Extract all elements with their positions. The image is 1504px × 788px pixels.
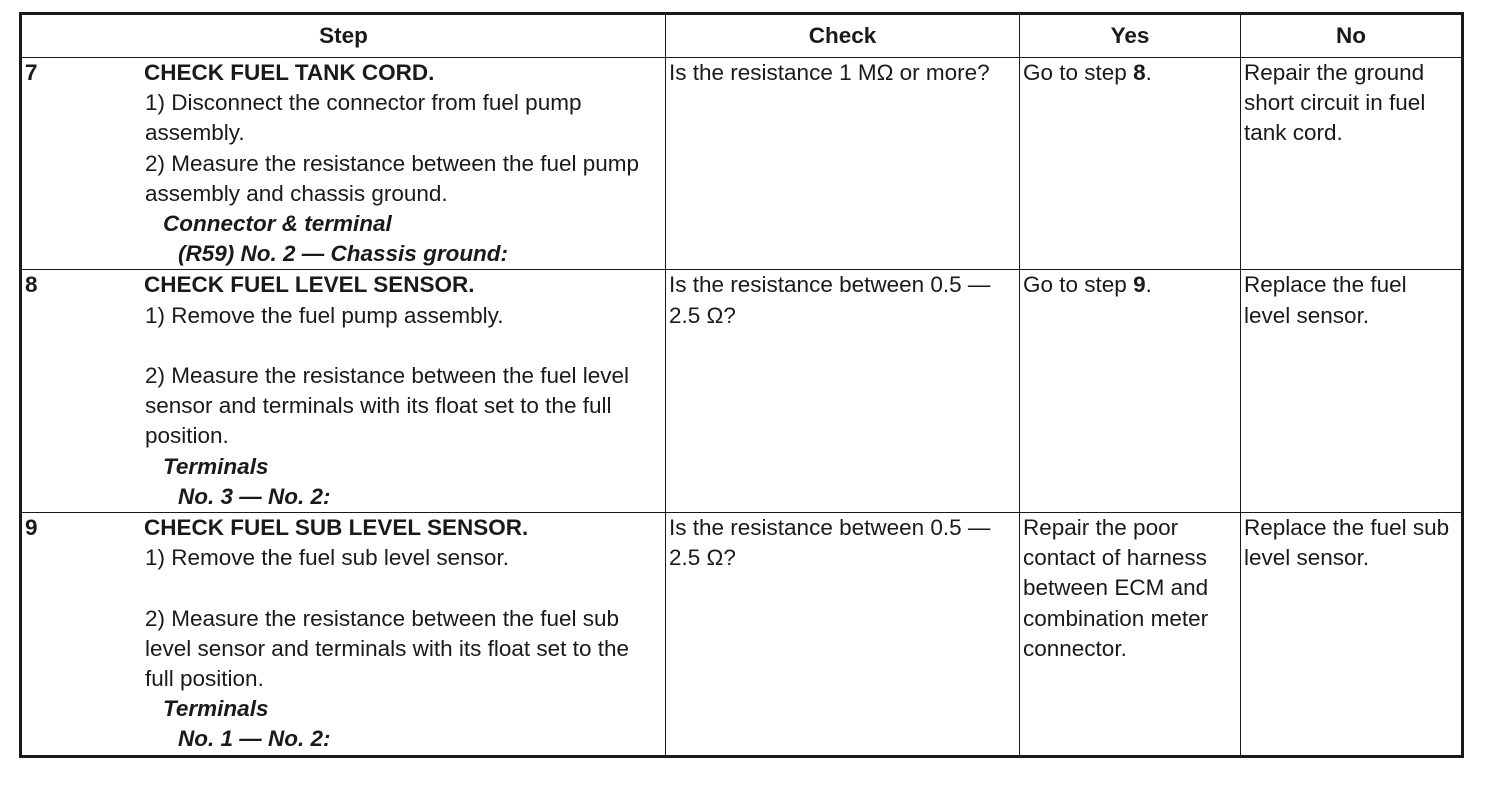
step-cell	[21, 58, 666, 270]
substep-1: 1) Remove the fuel sub level sensor.	[145, 545, 509, 571]
step-cell	[21, 513, 666, 757]
step-number: 9	[25, 515, 38, 541]
step-title: CHECK FUEL SUB LEVEL SENSOR.	[144, 515, 529, 541]
substep-2: 2) Measure the resistance between the fuel pump assembly and chassis ground.	[145, 150, 640, 206]
no-cell: Replace the fuel sub level sensor.	[1241, 513, 1463, 757]
header-no: No	[1241, 14, 1463, 58]
yes-cell: Repair the poor contact of harness between ECM and combination meter connector.	[1020, 513, 1241, 757]
spec-value: No. 3 — No. 2:	[178, 483, 331, 509]
table-row	[21, 58, 1463, 270]
no-cell: Replace the fuel level sensor.	[1241, 270, 1463, 513]
step-number: 8	[25, 272, 38, 298]
check-cell: Is the resistance 1 MΩ or more?	[666, 58, 1020, 270]
step-number: 7	[25, 60, 38, 85]
substep-1: 1) Disconnect the connector from fuel pump assembly.	[145, 90, 582, 146]
substep-2: 2) Measure the resistance between the fuel sub level sensor and terminals with its float set to the full position.	[145, 605, 629, 692]
table-row	[21, 513, 1463, 757]
yes-suffix: .	[1145, 60, 1152, 85]
step-cell	[21, 270, 666, 513]
yes-suffix: .	[1145, 272, 1152, 298]
yes-prefix: Go to step	[1023, 60, 1134, 85]
header-yes: Yes	[1020, 14, 1241, 58]
substep-1: 1) Remove the fuel pump assembly.	[145, 302, 504, 328]
substep-2: 2) Measure the resistance between the fuel level sensor and terminals with its float set to the full position.	[145, 363, 630, 449]
header-check: Check	[666, 14, 1020, 58]
yes-cell	[1020, 270, 1241, 513]
yes-step-number: 9	[1133, 272, 1146, 298]
step-title: CHECK FUEL LEVEL SENSOR.	[144, 272, 475, 298]
yes-prefix: Go to step	[1023, 272, 1134, 298]
yes-step-number: 8	[1133, 60, 1146, 85]
spec-value: (R59) No. 2 — Chassis ground:	[178, 241, 509, 267]
diagnostic-table	[19, 12, 1464, 758]
spec-label: Terminals	[163, 696, 269, 722]
spec-label: Connector & terminal	[163, 211, 392, 237]
check-cell: Is the resistance between 0.5 — 2.5 Ω?	[666, 270, 1020, 513]
header-row	[21, 14, 1463, 58]
spec-value: No. 1 — No. 2:	[178, 726, 331, 752]
step-title: CHECK FUEL TANK CORD.	[144, 60, 435, 85]
no-cell: Repair the ground short circuit in fuel tank cord.	[1241, 58, 1463, 270]
table-row	[21, 270, 1463, 513]
check-cell: Is the resistance between 0.5 — 2.5 Ω?	[666, 513, 1020, 757]
header-step: Step	[21, 14, 666, 58]
yes-cell	[1020, 58, 1241, 270]
spec-label: Terminals	[163, 453, 269, 479]
